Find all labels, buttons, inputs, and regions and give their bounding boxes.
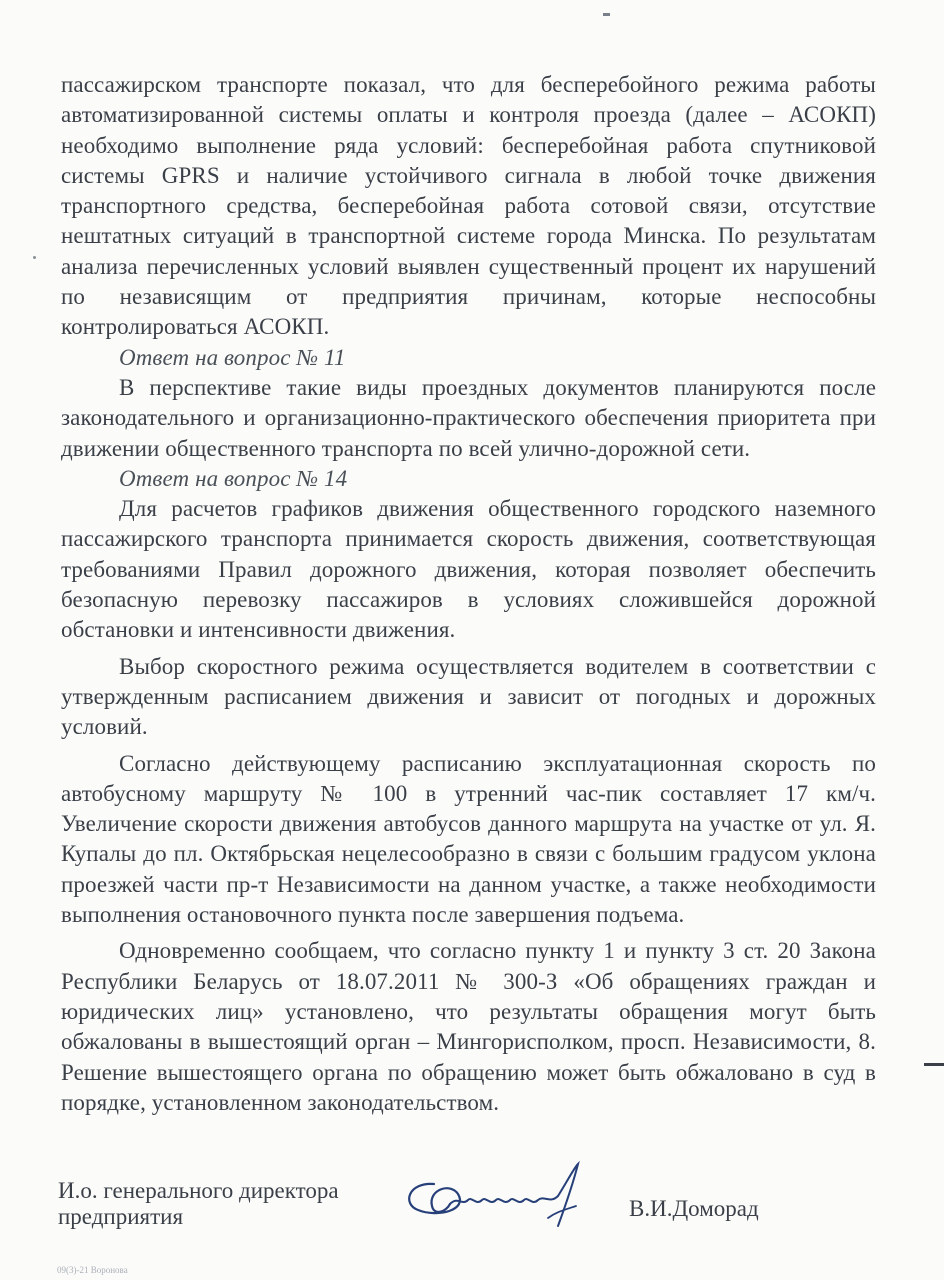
scan-speck [33, 256, 36, 259]
paragraph-2: В перспективе такие виды проездных документов планируются после законодательного и организационно-практического обеспечения приоритета при движении общественного транспорта по всей улично-дорожной сети. [61, 374, 876, 461]
signatory-title-line-1: И.о. генерального директора [58, 1178, 339, 1203]
paragraph-5: Согласно действующему расписанию эксплуатационная скорость по автобусному маршруту № 100 в утренний час-пик составляет 17 км/ч. Увеличение скорости движения автобусов данного маршрута на участке от ул. Я. Купалы до пл. Октябрьская нецелесообразно в связи с большим градусом уклона проезжей части пр-т Независимости на данном участке, а также необходимости выполнения остановочного пункта после завершения подъема. [61, 750, 876, 928]
paragraph-6: Одновременно сообщаем, что согласно пункту 1 и пункту 3 ст. 20 Закона Республики Беларусь от 18.07.2011 № 300-З «Об обращениях граждан и юридических лиц» установлено, что результаты обращения могут быть обжалованы в вышестоящий орган – Мингорисполком, просп. Независимости, 8. Решение вышестоящего органа по обращению может быть обжаловано в суд в порядке, установленном законодательством. [61, 938, 876, 1115]
paragraph-1: пассажирском транспорте показал, что для бесперебойного режима работы автоматизированной системы оплаты и контроля проезда (далее – АСОКП) необходимо выполнение ряда условий: бесперебойная работа спутниковой системы GPRS и наличие устойчивого сигнала в любой точке движения транспортного средства, бесперебойная работа сотовой связи, отсутствие нештатных ситуаций в транспортной системе города Минска. По результатам анализа перечисленных условий выявлен существенный процент их нарушений по независящим от предприятия причинам, которые неспособны контролироваться АСОКП. [61, 72, 876, 340]
answer-heading-14: Ответ на вопрос № 14 [119, 465, 348, 491]
answer-heading-11: Ответ на вопрос № 11 [119, 344, 346, 370]
handwritten-signature [398, 1160, 598, 1240]
paragraph-3: Для расчетов графиков движения общественного городского наземного пассажирского транспорта принимается скорость движения, соответствующая требованиями Правил дорожного движения, которая позволяет обеспечить безопасную перевозку пассажиров в условиях сложившейся дорожной обстановки и интенсивности движения. [61, 496, 876, 643]
letter-body [61, 70, 876, 1118]
scan-edge-mark [924, 1063, 944, 1066]
paragraph-4: Выбор скоростного режима осуществляется водителем в соответствии с утвержденным расписанием движения и зависит от погодных и дорожных условий. [61, 653, 876, 740]
signatory-name: В.И.Доморад [629, 1196, 759, 1221]
scan-mark [603, 13, 610, 16]
executor-note: 09(3)-21 Воронова [57, 1265, 128, 1275]
signatory-title [58, 1178, 339, 1230]
signatory-title-line-2: предприятия [58, 1204, 184, 1229]
